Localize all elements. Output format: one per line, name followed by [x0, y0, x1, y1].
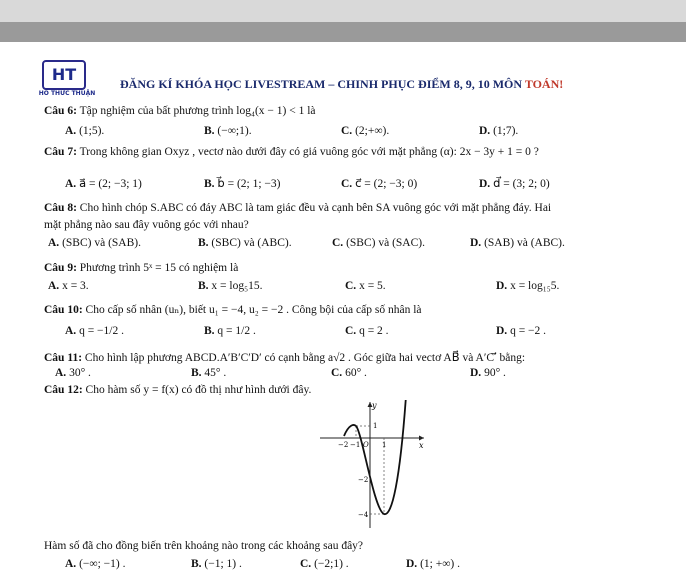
q11-option-c: C. 60° . [331, 367, 367, 379]
q12-option-b: B. (−1; 1) . [191, 558, 242, 570]
q12-option-d: D. (1; +∞) . [406, 558, 460, 570]
question-9: Câu 9: Phương trình 5ˣ = 15 có nghiệm là [44, 262, 239, 274]
question-8: Câu 8: Cho hình chóp S.ABC có đáy ABC là tam giác đều và cạnh bên SA vuông góc với mặt phẳng đáy. Hai [44, 202, 552, 214]
tick-y-neg2: −2 [358, 476, 369, 484]
q10-option-c: C. q = 2 . [345, 325, 389, 337]
q8-option-c: C. (SBC) và (SAC). [332, 237, 425, 249]
q11-option-b: B. 45° . [191, 367, 227, 379]
top-gray-band [0, 0, 686, 22]
curve-f [344, 400, 406, 514]
q6-option-c: C. (2;+∞). [341, 125, 390, 137]
q12-option-c: C. (−2;1) . [300, 558, 349, 570]
q10-option-b: B. q = 1/2 . [204, 325, 256, 337]
q11-option-d: D. 90° . [470, 367, 506, 379]
function-graph [318, 400, 428, 530]
y-axis-label: y [372, 401, 377, 410]
logo-mark: HT [42, 60, 86, 90]
question-10: Câu 10: Cho cấp số nhân (uₙ), biết u₁ = −4, u₂ = −2 . Công bội của cấp số nhân là [44, 304, 422, 316]
q6-option-b: B. (−∞;1). [204, 125, 252, 137]
question-12: Câu 12: Cho hàm số y = f(x) có đồ thị như hình dưới đây. [44, 384, 312, 396]
q9-option-d: D. x = log₁₅5. [496, 280, 560, 292]
page-title: ĐĂNG KÍ KHÓA HỌC LIVESTREAM – CHINH PHỤC ĐIỂM 8, 9, 10 MÔN TOÁN! [120, 77, 564, 91]
brand-logo [36, 60, 94, 100]
tick-x-1: 1 [382, 441, 387, 449]
q9-option-a: A. x = 3. [48, 280, 89, 292]
q11-option-a: A. 30° . [55, 367, 91, 379]
question-6: Câu 6: Tập nghiệm của bất phương trình log₄(x − 1) < 1 là [44, 105, 316, 117]
question-11: Câu 11: Cho hình lập phương ABCD.A′B′C′D′ có cạnh bằng a√2 . Góc giữa hai vectơ AB⃗ và A′C′⃗ bằng: [44, 352, 526, 364]
q12-option-a: A. (−∞; −1) . [65, 558, 126, 570]
q9-option-b: B. x = log₅15. [198, 280, 263, 292]
question-8-cont: mặt phẳng nào sau đây vuông góc với nhau? [44, 219, 249, 231]
question-12-cont: Hàm số đã cho đồng biến trên khoảng nào trong các khoảng sau đây? [44, 540, 364, 552]
tick-y-1: 1 [373, 422, 378, 430]
tick-x-neg1: −1 [350, 441, 361, 449]
dark-gray-band [0, 22, 686, 42]
tick-y-neg4: −4 [358, 511, 369, 519]
q7-option-b: B. b⃗ = (2; 1; −3) [204, 178, 281, 190]
q6-option-d: D. (1;7). [479, 125, 519, 137]
logo-caption: HỒ THỨC THUẬN [38, 90, 96, 97]
x-axis-label: x [419, 441, 424, 450]
q8-option-a: A. (SBC) và (SAB). [48, 237, 141, 249]
q10-option-a: A. q = −1/2 . [65, 325, 124, 337]
q6-option-a: A. (1;5). [65, 125, 105, 137]
q10-option-d: D. q = −2 . [496, 325, 547, 337]
q7-option-d: D. d⃗ = (3; 2; 0) [479, 178, 550, 190]
q7-option-c: C. c⃗ = (2; −3; 0) [341, 178, 418, 190]
question-7: Câu 7: Trong không gian Oxyz , vectơ nào dưới đây có giá vuông góc với mặt phẳng (α): 2x − 3y + 1 = 0 ? [44, 146, 539, 158]
x-axis-arrow [419, 436, 424, 441]
q7-option-a: A. a⃗ = (2; −3; 1) [65, 178, 142, 190]
q9-option-c: C. x = 5. [345, 280, 386, 292]
tick-x-neg2: −2 [338, 441, 349, 449]
origin-label: O [363, 441, 369, 449]
q8-option-d: D. (SAB) và (ABC). [470, 237, 565, 249]
q8-option-b: B. (SBC) và (ABC). [198, 237, 292, 249]
